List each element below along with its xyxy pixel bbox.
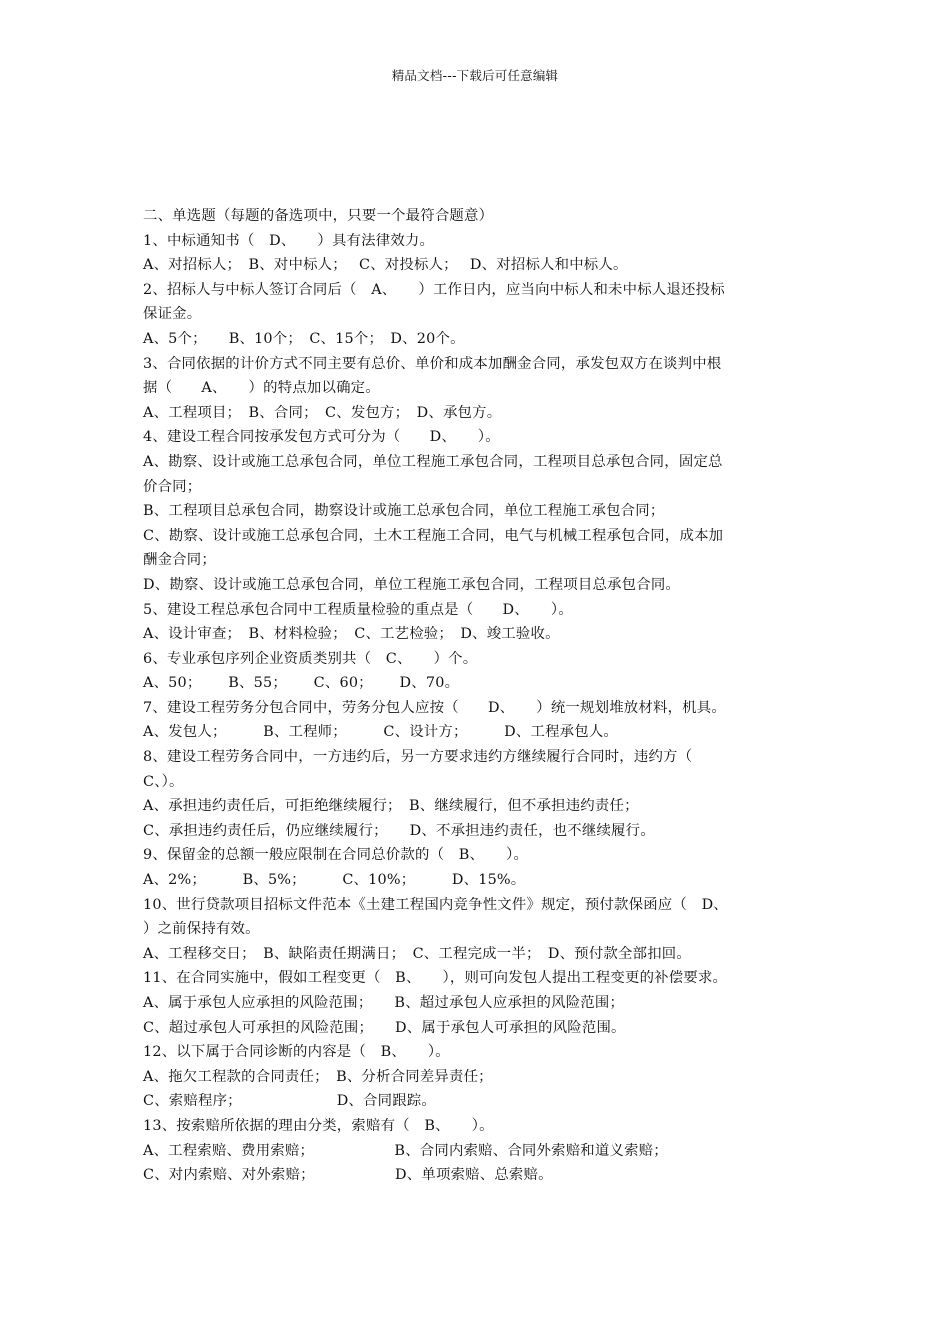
page-header: 精品文档---下载后可任意编辑 bbox=[391, 68, 559, 83]
question-6-options: A、50； B、55； C、60； D、70。 bbox=[143, 675, 460, 692]
question-1: 1、中标通知书（ D、 ）具有法律效力。 bbox=[143, 232, 435, 249]
question-6: 6、专业承包序列企业资质类别共（ C、 ）个。 bbox=[143, 650, 478, 667]
section-heading: 二、单选题（每题的备选项中，只要一个最符合题意） bbox=[143, 208, 494, 224]
question-8: 8、建设工程劳务合同中，一方违约后，另一方要求违约方继续履行合同时，违约方（ bbox=[143, 749, 693, 766]
question-10-continued: ）之前保持有效。 bbox=[143, 921, 260, 938]
question-4-option-b: B、工程项目总承包合同，勘察设计或施工总承包合同，单位工程施工承包合同； bbox=[143, 503, 665, 520]
question-11-options-ab: A、属于承包人应承担的风险范围； B、超过承包人应承担的风险范围； bbox=[143, 995, 625, 1011]
question-7-options: A、发包人； B、工程师； C、设计方； D、工程承包人。 bbox=[143, 724, 619, 741]
question-11-options-cd: C、超过承包人可承担的风险范围； D、属于承包人可承担的风险范围。 bbox=[143, 1019, 626, 1036]
question-13-options-ab: A、工程索赔、费用索赔； B、合同内索赔、合同外索赔和道义索赔； bbox=[143, 1142, 668, 1159]
question-10: 10、世行贷款项目招标文件范本《土建工程国内竞争性文件》规定，预付款保函应（ D、 bbox=[143, 896, 728, 913]
question-1-options: A、对招标人； B、对中标人； C、对投标人； D、对招标人和中标人。 bbox=[143, 257, 628, 274]
question-11: 11、在合同实施中，假如工程变更（ B、 ），则可向发包人提出工程变更的补偿要求。 bbox=[143, 970, 728, 987]
question-13: 13、按索赔所依据的理由分类，索赔有（ B、 ）。 bbox=[143, 1117, 494, 1134]
document-body bbox=[143, 204, 813, 1188]
question-4-option-a: A、勘察、设计或施工总承包合同，单位工程施工承包合同，工程项目总承包合同，固定总 bbox=[143, 453, 723, 470]
question-12: 12、以下属于合同诊断的内容是（ B、 ）。 bbox=[143, 1044, 450, 1061]
question-5: 5、建设工程总承包合同中工程质量检验的重点是（ D、 ）。 bbox=[143, 601, 573, 618]
question-5-options: A、设计审查； B、材料检验； C、工艺检验； D、竣工验收。 bbox=[143, 626, 560, 643]
question-8-options-ab: A、承担违约责任后，可拒绝继续履行； B、继续履行，但不承担违约责任； bbox=[143, 798, 639, 815]
question-2-options: A、5个； B、10个； C、15个； D、20个。 bbox=[143, 330, 465, 347]
question-3: 3、合同依据的计价方式不同主要有总价、单价和成本加酬金合同，承发包双方在谈判中根 bbox=[143, 355, 722, 372]
question-3-options: A、工程项目； B、合同； C、发包方； D、承包方。 bbox=[143, 404, 502, 421]
question-4-option-c-continued: 酬金合同； bbox=[143, 552, 216, 569]
question-4-option-a-continued: 价合同； bbox=[143, 478, 202, 495]
question-8-continued: C、）。 bbox=[143, 773, 184, 790]
question-4-option-d: D、勘察、设计或施工总承包合同，单位工程施工承包合同，工程项目总承包合同。 bbox=[143, 576, 681, 593]
question-8-options-cd: C、承担违约责任后，仍应继续履行； D、不承担违约责任，也不继续履行。 bbox=[143, 822, 655, 839]
question-7: 7、建设工程劳务分包合同中，劳务分包人应按（ D、 ）统一规划堆放材料，机具。 bbox=[143, 699, 726, 716]
question-3-continued: 据（ A、 ）的特点加以确定。 bbox=[143, 380, 380, 397]
question-10-options: A、工程移交日； B、缺陷责任期满日； C、工程完成一半； D、预付款全部扣回。 bbox=[143, 945, 691, 962]
question-9-options: A、2%； B、5%； C、10%； D、15%。 bbox=[143, 872, 526, 889]
question-12-options-ab: A、拖欠工程款的合同责任； B、分析合同差异责任； bbox=[143, 1068, 493, 1085]
question-2-continued: 保证金。 bbox=[143, 306, 202, 323]
question-2: 2、招标人与中标人签订合同后（ A、 ）工作日内，应当向中标人和未中标人退还投标 bbox=[143, 281, 725, 298]
question-9: 9、保留金的总额一般应限制在合同总价款的（ B、 ）。 bbox=[143, 847, 529, 864]
question-4-option-c: C、勘察、设计或施工总承包合同，土木工程施工合同，电气与机械工程承包合同，成本加 bbox=[143, 527, 724, 544]
question-12-options-cd: C、索赔程序； D、合同跟踪。 bbox=[143, 1093, 436, 1110]
question-13-options-cd: C、对内索赔、对外索赔； D、单项索赔、总索赔。 bbox=[143, 1167, 553, 1184]
question-4: 4、建设工程合同按承发包方式可分为（ D、 ）。 bbox=[143, 429, 500, 446]
